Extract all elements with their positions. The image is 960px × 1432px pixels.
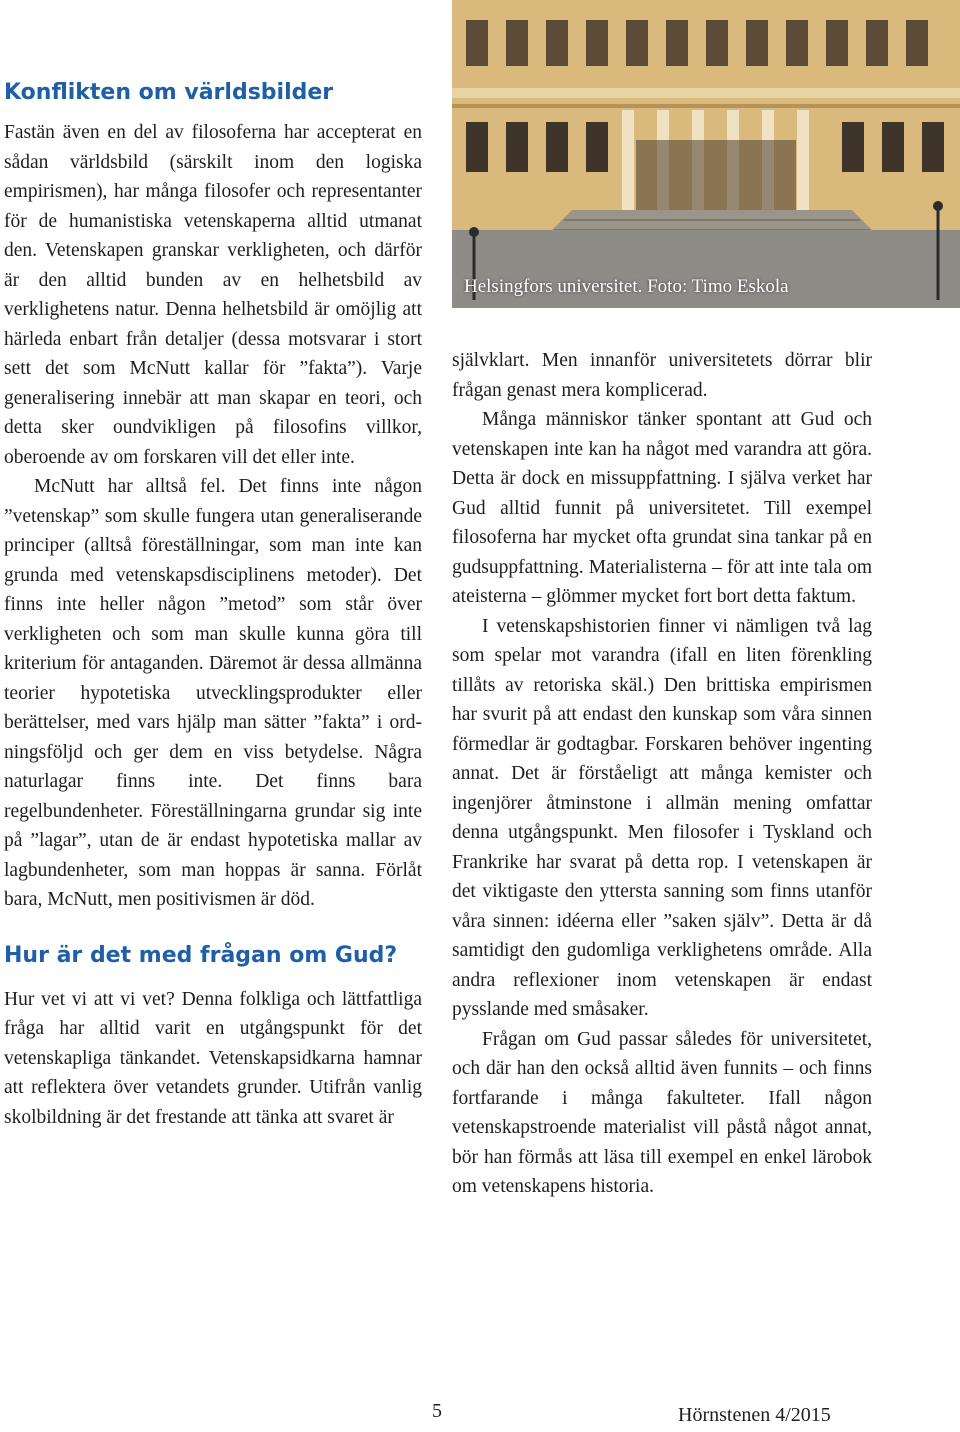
paragraph: Hur vet vi att vi vet? Denna folkliga och lättfattliga fråga har alltid varit en utgångspunkt för det vetenskapliga tänkandet. Vetenskapsidkarna hamnar att reflektera över vetandets grunder. Utifrån vanlig skolbildning är det frestande att tänka att svaret är bbox=[4, 988, 422, 1128]
publication-name: Hörnstenen 4/2015 bbox=[678, 1404, 831, 1426]
page-number: 5 bbox=[432, 1400, 442, 1422]
section-heading-worldviews: Konflikten om världsbilder bbox=[4, 80, 334, 105]
building-illustration bbox=[452, 0, 960, 308]
paragraph: Många människor tänker spontant att Gud och vetenskapen inte kan ha något med varandra att göra. Detta är dock en missuppfattning. I själva verket har Gud alltid funnit på universitetet. Till exempel filosoferna har mycket ofta grundat sina tankar på en gudsuppfattning. Materialisterna – för att inte tala om ateisterna – glömmer mycket fort bort detta faktum. bbox=[452, 409, 872, 607]
paragraph: Frågan om Gud passar således för universitetet, och där han den också alltid även funnits – och finns fortfarande i många fakulteter. Ifall någon vetenskapstroende materialist vill påstå något annat, bör han förmås att läsa till exempel en enkel lärobok om vetenskapens historia. bbox=[452, 1028, 872, 1197]
paragraph: I vetenskapshistorien finner vi nämligen två lag som spelar mot varandra (ifall en liten förenkling tillåts av retoriska skäl.) Den brittiska empirismen har svurit på att endast den kunskap som våra sinnen förmedlar är godtagbar. Forskaren behöver ingenting annat. Det är förståeligt att många kemister och ingenjörer åtminstone i allmän mening omfattar denna utgångspunkt. Men filosofer i Tyskland och Frankrike har svarat på detta rop. I vetenskapen är det viktigaste den yttersta sanning som finns utanför våra sinnen: idéerna eller ”saken själv”. Detta är då samtidigt den gudomliga verklighetens område. Alla andra reflexioner inom vetenskapen är endast pysslande med småsaker. bbox=[452, 615, 872, 1020]
paragraph: McNutt har alltså fel. Det finns inte någon ”vetenskap” som skulle fungera utan generaliserande principer (alltså föreställningar, som man inte kan grunda med vetenskapsdisciplinens metoder). Det finns inte heller någon ”metod” som står över verkligheten och som man skulle kunna göra till kriterium för antaganden. Däremot är dessa allmänna teorier hypotetiska utvecklingsprodukter eller berättelser, med vars hjälp man sätter ”fakta” i ordningsföljd och ger dem en viss betydelse. Några naturlagar finns inte. Det finns bara regelbundenheter. Föreställningarna grundar sig inte på ”lagar”, utan de är endast hypotetiska mallar av lagbundenheter, som man hoppas är sanna. Förlåt bara, McNutt, men positivismen är död. bbox=[4, 476, 422, 910]
paragraph: självklart. Men innanför universitetets dörrar blir frågan genast mera komplicerad. bbox=[452, 350, 872, 401]
paragraph: Fastän även en del av filosoferna har accepterat en sådan världsbild (särskilt inom den logiska empirismen), har många filosofer och representanter för de humanistiska vetenskaperna alltid utmanat den. Vetenskapen granskar verkligheten, och därför är den alltid bunden av en helhetsbild av verklighetens natur. Denna helhetsbild är omöjlig att härleda enbart från detaljer (dessa motsvarar i stort sett det som McNutt kallar för ”fakta”). Varje generalisering innebär att man skapar en teori, och detta sker oundvikligen på filosofins villkor, oberoende av om forskaren vill det eller inte. bbox=[4, 122, 422, 468]
section-heading-god: Hur är det med frågan om Gud? bbox=[4, 942, 398, 968]
left-column bbox=[4, 78, 422, 1132]
photo-caption: Helsingfors universitet. Foto: Timo Eskola bbox=[464, 276, 789, 297]
university-photo bbox=[452, 0, 960, 308]
right-column bbox=[452, 346, 872, 1202]
